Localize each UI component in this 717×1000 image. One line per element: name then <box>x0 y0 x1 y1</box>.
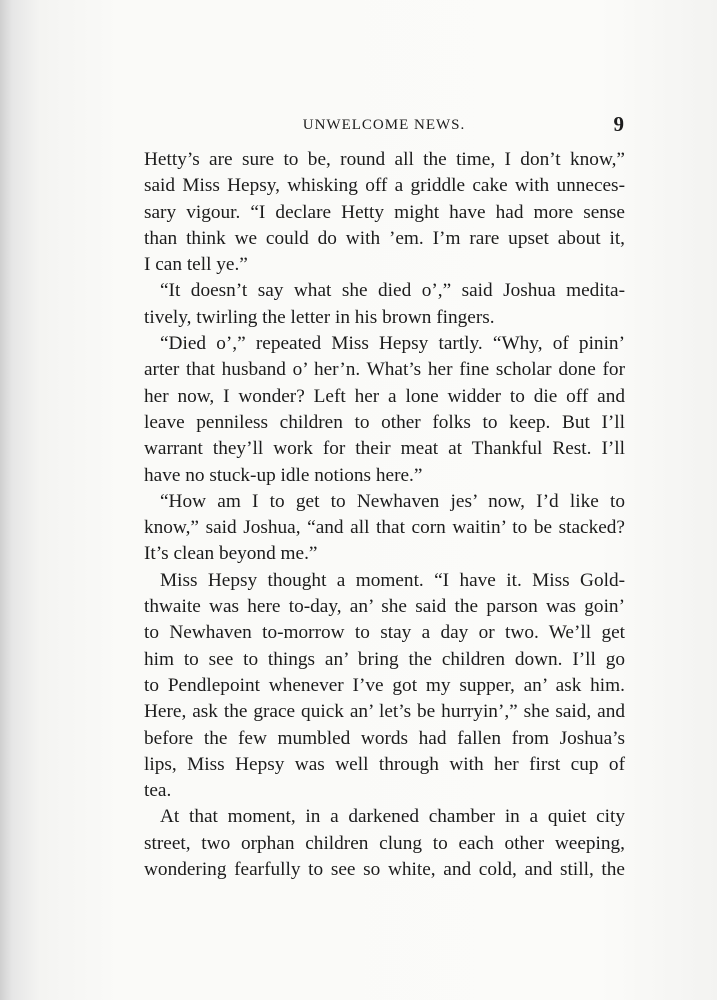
text-line: Hetty’s are sure to be, round all the time, I don’t know,” <box>144 149 625 170</box>
page-number: 9 <box>613 112 624 136</box>
text-line: sary vigour. “I declare Hetty might have had more sense <box>144 201 625 223</box>
text-line: before the few mumbled words had fallen from Joshua’s <box>144 727 625 749</box>
text-line: know,” said Joshua, “and all that corn waitin’ to be stacked? <box>144 517 625 539</box>
text-line: her now, I wonder? Left her a lone widder to die off and <box>144 385 625 407</box>
text-line: wondering fearfully to see so white, and cold, and still, the <box>144 859 625 881</box>
running-title: UNWELCOME NEWS. <box>302 117 466 133</box>
text-line: have no stuck-up idle notions here.” <box>144 464 423 486</box>
text-line: to Pendlepoint whenever I’ve got my supper, an’ ask him. <box>144 674 625 696</box>
body-text <box>144 147 625 883</box>
text-line: Miss Hepsy thought a moment. “I have it. Miss Gold- <box>160 569 625 591</box>
text-line: “Died o’,” repeated Miss Hepsy tartly. “Why, of pinin’ <box>160 333 625 355</box>
text-line: “It doesn’t say what she died o’,” said Joshua medita- <box>160 280 625 302</box>
text-line: to Newhaven to-morrow to stay a day or two. We’ll get <box>144 622 625 644</box>
text-line: said Miss Hepsy, whisking off a griddle cake with unneces- <box>144 175 625 197</box>
text-line: Here, ask the grace quick an’ let’s be hurryin’,” she said, and <box>144 701 625 723</box>
text-line: warrant they’ll work for their meat at Thankful Rest. I’ll <box>144 438 625 460</box>
text-line: than think we could do with ’em. I’m rare upset about it, <box>144 227 625 249</box>
text-line: street, two orphan children clung to each other weeping, <box>144 832 625 854</box>
text-line: tea. <box>144 780 172 802</box>
text-line: him to see to things an’ bring the children down. I’ll go <box>144 648 625 670</box>
page-header <box>144 112 624 138</box>
text-line: “How am I to get to Newhaven jes’ now, I’d like to <box>160 490 625 512</box>
text-line: thwaite was here to-day, an’ she said the parson was goin’ <box>144 596 625 618</box>
text-line: I can tell ye.” <box>144 254 248 276</box>
text-line: tively, twirling the letter in his brown fingers. <box>144 306 495 328</box>
text-line: lips, Miss Hepsy was well through with her first cup of <box>144 753 625 775</box>
text-line: At that moment, in a darkened chamber in a quiet city <box>160 806 625 828</box>
text-line: leave penniless children to other folks to keep. But I’ll <box>144 411 625 433</box>
text-line: It’s clean beyond me.” <box>144 543 318 565</box>
text-line: arter that husband o’ her’n. What’s her fine scholar done for <box>144 359 625 381</box>
